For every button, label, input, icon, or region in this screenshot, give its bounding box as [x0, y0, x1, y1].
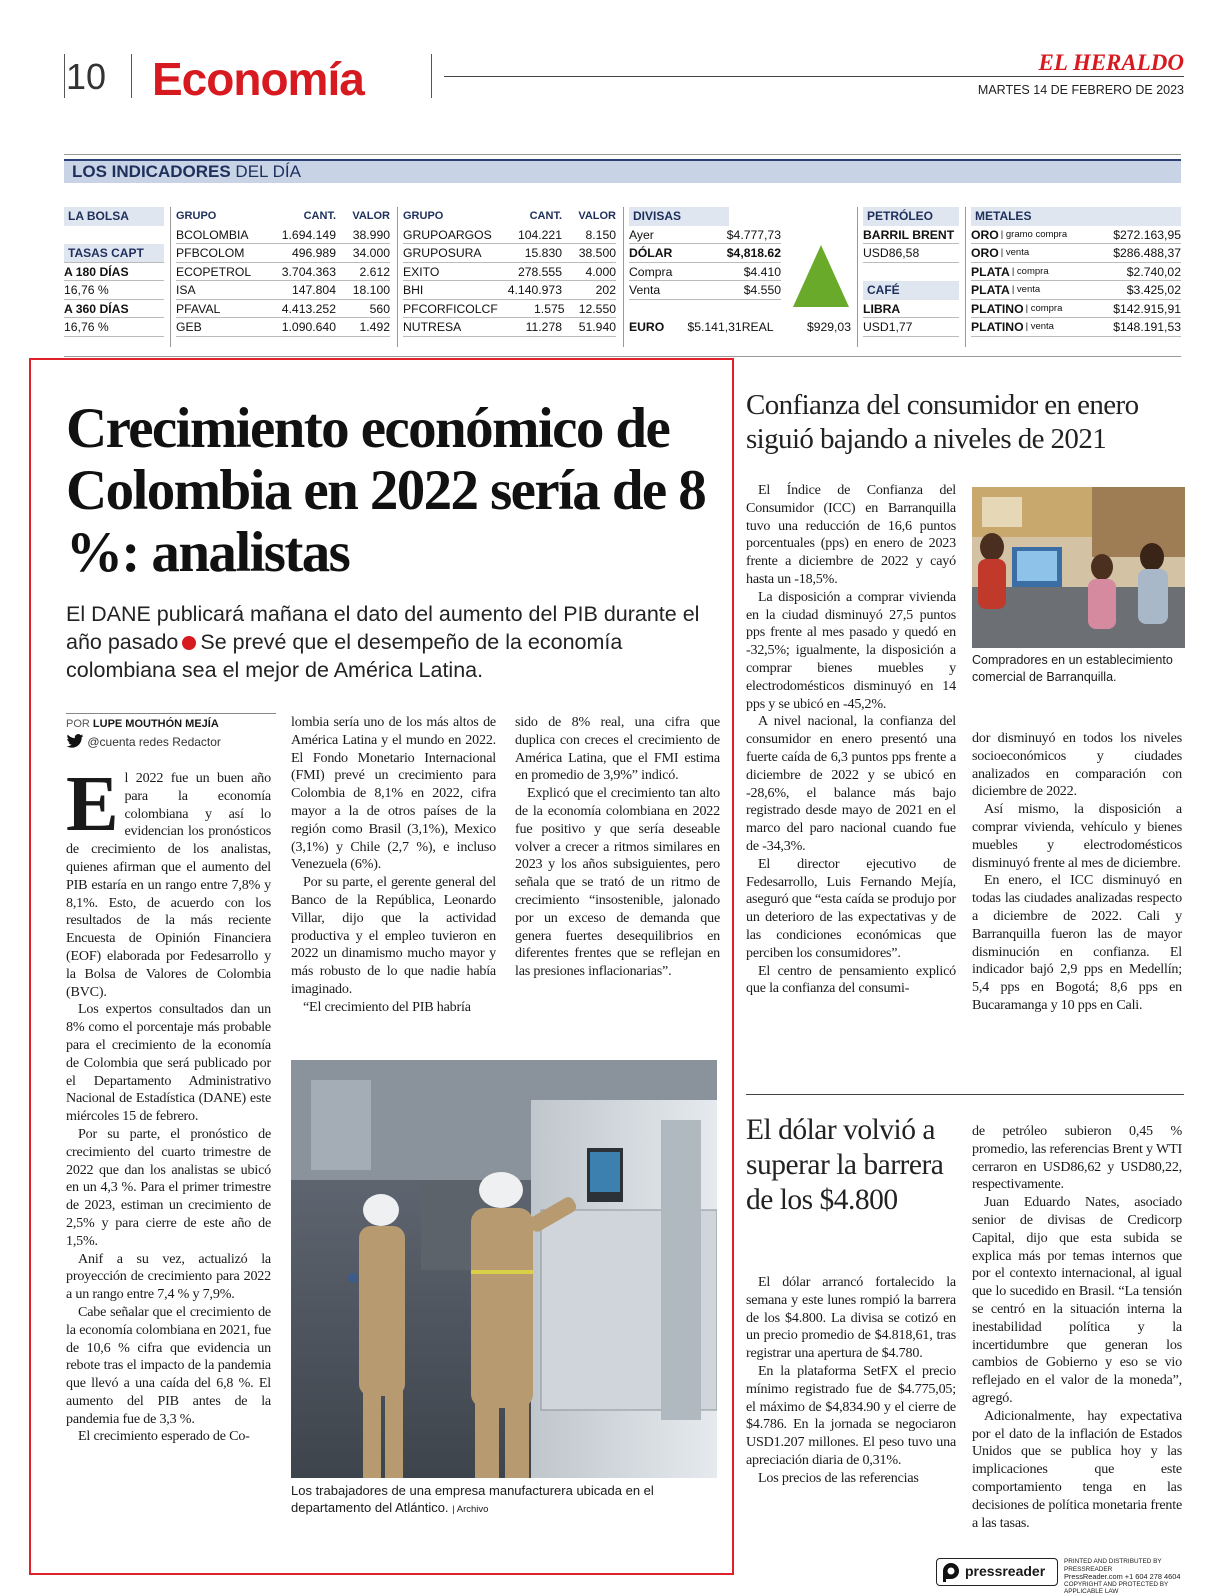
twitter-icon	[66, 734, 84, 748]
stock-qty: 1.575	[534, 301, 565, 316]
article2-col2	[972, 730, 1182, 1015]
stock-qty: 11.278	[525, 320, 562, 334]
indicators-subtitle: DEL DÍA	[230, 162, 301, 181]
issue-date: MARTES 14 DE FEBRERO DE 2023	[977, 83, 1184, 97]
main-article-col3	[515, 714, 720, 981]
paragraph: Por su parte, el gerente general del Banco de la República, Leonardo Villar, dijo que la actividad productiva y el empleo tuvieron en 2022 un dinamismo mucho mayor y más robusto de lo que nadie había imaginado.	[291, 874, 496, 997]
euro-real-row: EURO $5.141,31 REAL $929,03	[629, 320, 851, 334]
article2-col1	[746, 482, 956, 998]
paragraph: l 2022 fue un buen año para la economía colombiana y así lo evidencian los pronósticos de crecimiento de los analistas, quienes afirman que el aumento del PIB estaría en un rango entre 7,8% y 8,1%. Esto, de acuerdo con los resultados de la más reciente Encuesta de Opinión Financiera (EOF) elaborada por Fedesarrollo y la Bolsa de Valores de Colombia (BVC).	[66, 770, 271, 1000]
metal-row: ORO | gramo compra $272.163,95	[971, 226, 1181, 245]
metal-name: ORO	[971, 227, 999, 242]
stock-qty: 15.830	[524, 246, 562, 260]
paragraph: Explicó que el crecimiento tan alto de la economía colombiana en 2022 fue positivo y que sería deseable volver a crecer a ritmos similares en 2023 y los años subsiguientes, pero señala que se trató de un ritmo de crecimiento “insostenible, jalonado por un exceso de demanda que genera fuertes desequilibrios en diferentes frentes que se reflejan en las presiones inflacionarias”.	[515, 785, 720, 980]
stock-qty: 4.413.252	[281, 301, 336, 316]
stock-value: 4.000	[585, 264, 616, 279]
paragraph: Juan Eduardo Nates, asociado senior de divisas de Credicorp Capital, dijo que esta subida se explica más por temas internos que por el contexto internacional, al igual que lo sucedido en Brasil. “La tensión se centró en la situación interna la inestabilidad política y la incertidumbre que generan los cambios de Gobierno y eso se vio reflejado en el valor de la moneda”, agregó.	[972, 1194, 1182, 1406]
metal-value: $148.191,53	[1113, 320, 1181, 334]
paragraph: Los precios de las referencias	[758, 1469, 919, 1486]
stock-value: 18.100	[352, 283, 390, 297]
stock-row	[176, 263, 390, 282]
stock-qty: 1.090.640	[281, 320, 336, 334]
metal-value: $3.425,02	[1126, 283, 1181, 297]
stock-row	[176, 244, 390, 263]
divisa-row: Venta $4.550	[629, 281, 781, 300]
header-divider	[431, 54, 432, 98]
tasas-label: TASAS CAPT	[64, 244, 164, 263]
header-divider	[131, 54, 132, 98]
tasa-row: 16,76 %	[64, 318, 164, 337]
brent-label: BARRIL BRENT	[863, 226, 959, 245]
stock-name: PFCORFICOLCF	[403, 301, 498, 316]
article2-headline: Confianza del consumidor en enero siguió bajando a niveles de 2021	[746, 389, 1139, 455]
metal-row: PLATINO | venta $148.191,53	[971, 318, 1181, 337]
stock-qty: 4.140.973	[507, 283, 562, 297]
paragraph: El crecimiento esperado de Co-	[78, 1428, 250, 1445]
paragraph: El director ejecutivo de Fedesarrollo, Luis Fernando Mejía, aseguró que “esta caída se produjo por un deterioro de las expectativas y de las condiciones económicas que perciben los consumidores”.	[746, 855, 956, 961]
metal-row: PLATA | compra $2.740,02	[971, 263, 1181, 282]
paragraph: El dólar arrancó fortalecido la semana y este lunes rompió la barrera de los $4.800. La divisa se cotizó en un precio promedio de $4.818,61, tras registrar una apertura de $4.780.	[746, 1274, 956, 1362]
stock-value: 38.500	[578, 246, 616, 260]
stock-row	[403, 300, 616, 319]
stock-value: 202	[595, 283, 616, 297]
shoppers-photo-caption: Compradores en un establecimiento comercial de Barranquilla.	[972, 653, 1173, 684]
stock-name: ISA	[176, 283, 196, 297]
stock-row	[403, 226, 616, 245]
paragraph: El Índice de Confianza del Consumidor (ICC) en Barranquilla tuvo una reducción de 16,6 puntos porcentuales (pps) en enero de 2023 frente a diciembre de 2022 y cayó hasta un -18,5%.	[746, 482, 956, 587]
divisas-block	[629, 207, 851, 337]
metal-name: ORO	[971, 246, 999, 260]
stock-value: 1.492	[359, 320, 390, 334]
bolsa-label: LA BOLSA	[64, 207, 164, 226]
divisa-row: DÓLAR $4,818.62	[629, 244, 781, 263]
stock-name: BHI	[403, 283, 424, 297]
stock-qty: 278.555	[517, 264, 562, 279]
metal-value: $272.163,95	[1113, 227, 1181, 242]
brent-value: USD86,58	[863, 244, 959, 263]
stock-row	[403, 318, 616, 337]
tasas-block	[64, 207, 164, 337]
byline: POR LUPE MOUTHÓN MEJÍA	[66, 718, 219, 730]
main-article-col1	[66, 761, 271, 1446]
pressreader-icon	[942, 1562, 960, 1582]
masthead: EL HERALDO	[1038, 50, 1184, 75]
stock-value: 2.612	[359, 264, 390, 279]
stock-row	[403, 244, 616, 263]
metal-name: PLATINO	[971, 301, 1024, 316]
factory-photo-caption: Los trabajadores de una empresa manufacturera ubicada en el departamento del Atlántico. | Archivo	[291, 1483, 654, 1515]
stock-value: 34.000	[352, 246, 390, 260]
stock-qty: 1.694.149	[281, 227, 336, 242]
metal-row: PLATA | venta $3.425,02	[971, 281, 1181, 300]
metales-block	[971, 207, 1181, 337]
petroleo-block	[863, 207, 959, 337]
stock-name: EXITO	[403, 264, 440, 279]
metal-value: $286.488,37	[1113, 246, 1181, 260]
stock-row	[176, 281, 390, 300]
stock-qty: 147.804	[291, 283, 336, 297]
main-deck: El DANE publicará mañana el dato del aumento del PIB durante el año pasado Se prevé que el desempeño de la economía colombiana sea el mejor de América Latina.	[66, 602, 700, 682]
divisa-row: Ayer $4.777,73	[629, 226, 781, 245]
paragraph: La disposición a comprar vivienda en la ciudad disminuyó 27,5 puntos pps frente al mes pasado y quedó en -32,5%; igualmente, la disposición a comprar bienes muebles y electrodomésticos disminuyó en 14 pps y se ubicó en -45,2%.	[746, 588, 956, 712]
paragraph: Por su parte, el pronóstico de crecimiento del cuarto trimestre de 2022 que dan los analistas se ubicó en un 4,3 %. Para el primer trimestre de 2023, estiman un crecimiento de 2,5% y para cierre de este año de 1,5%.	[66, 1125, 271, 1249]
stock-row	[403, 263, 616, 282]
cafe-label: CAFÉ	[863, 281, 959, 300]
indicators-bar	[64, 159, 1181, 183]
stock-value: 560	[369, 301, 390, 316]
libra-label: LIBRA	[863, 300, 959, 319]
indicators-title: LOS INDICADORES	[72, 162, 231, 181]
metal-name: PLATA	[971, 264, 1010, 279]
metal-unit: venta	[1030, 321, 1054, 332]
factory-workers-photo	[291, 1060, 717, 1478]
twitter-handle: @cuenta redes Redactor	[66, 734, 221, 749]
pressreader-fineprint: PRINTED AND DISTRIBUTED BY PRESSREADER PressReader.com +1 604 278 4604 COPYRIGHT AND PROTECTED BY APPLICABLE LAW	[1064, 1558, 1181, 1595]
stock-name: GRUPOARGOS	[403, 227, 492, 242]
paragraph: “El crecimiento del PIB habría	[303, 998, 471, 1015]
stock-value: 8.150	[585, 227, 616, 242]
tasa-row: A 360 DÍAS	[64, 300, 164, 319]
paragraph: Anif a su vez, actualizó la proyección de crecimiento para 2022 a un rango entre 7,4 % y 7,9%.	[66, 1250, 271, 1303]
paragraph: En la plataforma SetFX el precio mínimo registrado fue de $4.775,05; el máximo de $4,834.90 y el cierre de $4.786. En la jornada se negociaron USD1.207 millones. El peso tuvo una apreciación diaria de 0,31%.	[746, 1362, 956, 1468]
paragraph: de petróleo subieron 0,45 % promedio, las referencias Brent y WTI cerraron en USD86,62 y USD80,22, respectivamente.	[972, 1123, 1182, 1193]
stock-name: BCOLOMBIA	[176, 227, 249, 242]
stock-qty: 3.704.363	[281, 264, 336, 279]
stocks-table-left: GRUPO CANT. VALOR BCOLOMBIA 1.694.149 38.990 PFBCOLOM 496.989 34.000 ECOPETROL 3.704.363 2.612 ISA 147.804 18.100 PFAVAL 4.413.252 560 GEB 1.090.640 1.492	[176, 207, 390, 337]
stock-name: GRUPOSURA	[403, 246, 482, 260]
stock-name: PFAVAL	[176, 301, 221, 316]
main-article-col2	[291, 714, 496, 1017]
stock-value: 12.550	[578, 301, 616, 316]
header-divider	[64, 54, 65, 98]
bullet-dot-icon	[182, 636, 196, 650]
paragraph: El centro de pensamiento explicó que la confianza del consumi-	[746, 962, 956, 997]
paragraph: Así mismo, la disposición a comprar vivienda, vehículo y bienes muebles y electrodomésticos disminuyó frente al mes de diciembre.	[972, 801, 1182, 871]
libra-value: USD1,77	[863, 318, 959, 337]
metal-unit: venta	[1005, 247, 1030, 258]
paragraph: sido de 8% real, una cifra que duplica con creces el crecimiento de América Latina, que el FMI estima en promedio de 3,9%” indicó.	[515, 714, 720, 784]
tasa-row: A 180 DÍAS	[64, 263, 164, 282]
tasa-row: 16,76 %	[64, 281, 164, 300]
divisa-row: Compra $4.410	[629, 263, 781, 282]
stock-row	[176, 226, 390, 245]
stock-name: ECOPETROL	[176, 264, 252, 279]
stock-name: GEB	[176, 320, 202, 334]
metal-value: $2.740,02	[1126, 264, 1181, 279]
metales-label: METALES	[971, 207, 1181, 226]
metal-unit: compra	[1016, 265, 1049, 277]
metal-name: PLATINO	[971, 320, 1024, 334]
stock-name: NUTRESA	[403, 320, 462, 334]
pressreader-logo: pressreader	[936, 1558, 1058, 1586]
header-rule	[444, 76, 1184, 77]
article3-col1	[746, 1274, 956, 1488]
stock-value: 38.990	[352, 227, 390, 242]
stock-row	[176, 300, 390, 319]
metal-name: PLATA	[971, 283, 1010, 297]
article3-headline: El dólar volvió a superar la barrera de los $4.800	[746, 1114, 944, 1216]
section-title: Economía	[152, 53, 364, 105]
page-number: 10	[66, 56, 107, 97]
metal-row: ORO | venta $286.488,37	[971, 244, 1181, 263]
stock-qty: 104.221	[517, 227, 562, 242]
paragraph: dor disminuyó en todos los niveles socioeconómicos y ciudades analizados en comparación con diciembre de 2022.	[972, 730, 1182, 800]
article3-col2	[972, 1123, 1182, 1532]
metal-row: PLATINO | compra $142.915,91	[971, 300, 1181, 319]
paragraph: lombia sería uno de los más altos de América Latina y el mundo en 2022. El Fondo Monetario Internacional (FMI) prevé un crecimiento para Colombia de 8,1% en 2022, cifra mayor a la de otros países de la región como Brasil (3,1%), Mexico (3,1%) y Chile (2,7 %), e incluso Venezuela (6%).	[291, 714, 496, 873]
metal-unit: venta	[1016, 284, 1041, 295]
main-headline: Crecimiento económico de Colombia en 2022 sería de 8 %: analistas	[66, 397, 706, 584]
stocks-table-right: GRUPO CANT. VALOR GRUPOARGOS 104.221 8.150 GRUPOSURA 15.830 38.500 EXITO 278.555 4.000 BHI 4.140.973 202 PFCORFICOLCF 1.575 12.550 NUTRESA 11.278 51.940	[403, 207, 616, 337]
stock-value: 51.940	[578, 320, 616, 334]
trend-up-icon	[791, 243, 851, 309]
stock-name: PFBCOLOM	[176, 246, 245, 260]
metal-unit: gramo compra	[1005, 228, 1068, 240]
paragraph: Adicionalmente, hay expectativa por el dato de la inflación de Estados Unidos que se publica hoy y las implicaciones que este comportamiento tenga en las decisiones de política monetaria frente a las tasas.	[972, 1407, 1182, 1531]
petroleo-label: PETRÓLEO	[863, 207, 959, 226]
paragraph: Cabe señalar que el crecimiento de la economía colombiana en 2021, fue de 10,6 % cifra que evidencia un rebote tras el impacto de la pandemia que llevó a una caída del 6,8 %. El aumento del PIB antes de la pandemia fue de 3,3 %.	[66, 1303, 271, 1427]
drop-cap: E	[66, 761, 119, 848]
metal-value: $142.915,91	[1113, 301, 1181, 316]
stock-row	[403, 281, 616, 300]
paragraph: En enero, el ICC disminuyó en todas las ciudades analizadas respecto a diciembre de 2022. Cali y Barranquilla fueron las de mayor disminución en confianza. El indicador bajó 2,9 pps en Medellín; 5,4 pps en Bogotá; 8,6 pps en Bucaramanga y 10 pps en Cali.	[972, 872, 1182, 1013]
stock-row	[176, 318, 390, 337]
paragraph: Los expertos consultados dan un 8% como el porcentaje más probable para el crecimiento de la economía de Colombia que será publicado por el Departamento Administrativo Nacional de Estadística (DANE) este miércoles 15 de febrero.	[66, 1001, 271, 1125]
shoppers-photo	[972, 487, 1185, 648]
stock-qty: 496.989	[291, 246, 336, 260]
divisas-label: DIVISAS	[629, 207, 729, 226]
paragraph: A nivel nacional, la confianza del consumidor en enero presentó una fuerte caída de 6,3 puntos pps frente a diciembre de 2022 y se ubicó en -28,6%, el balance más bajo registrado desde mayo de 2021 en el marco del paro nacional cuando fue de -34,3%.	[746, 713, 956, 854]
metal-unit: compra	[1030, 302, 1063, 314]
